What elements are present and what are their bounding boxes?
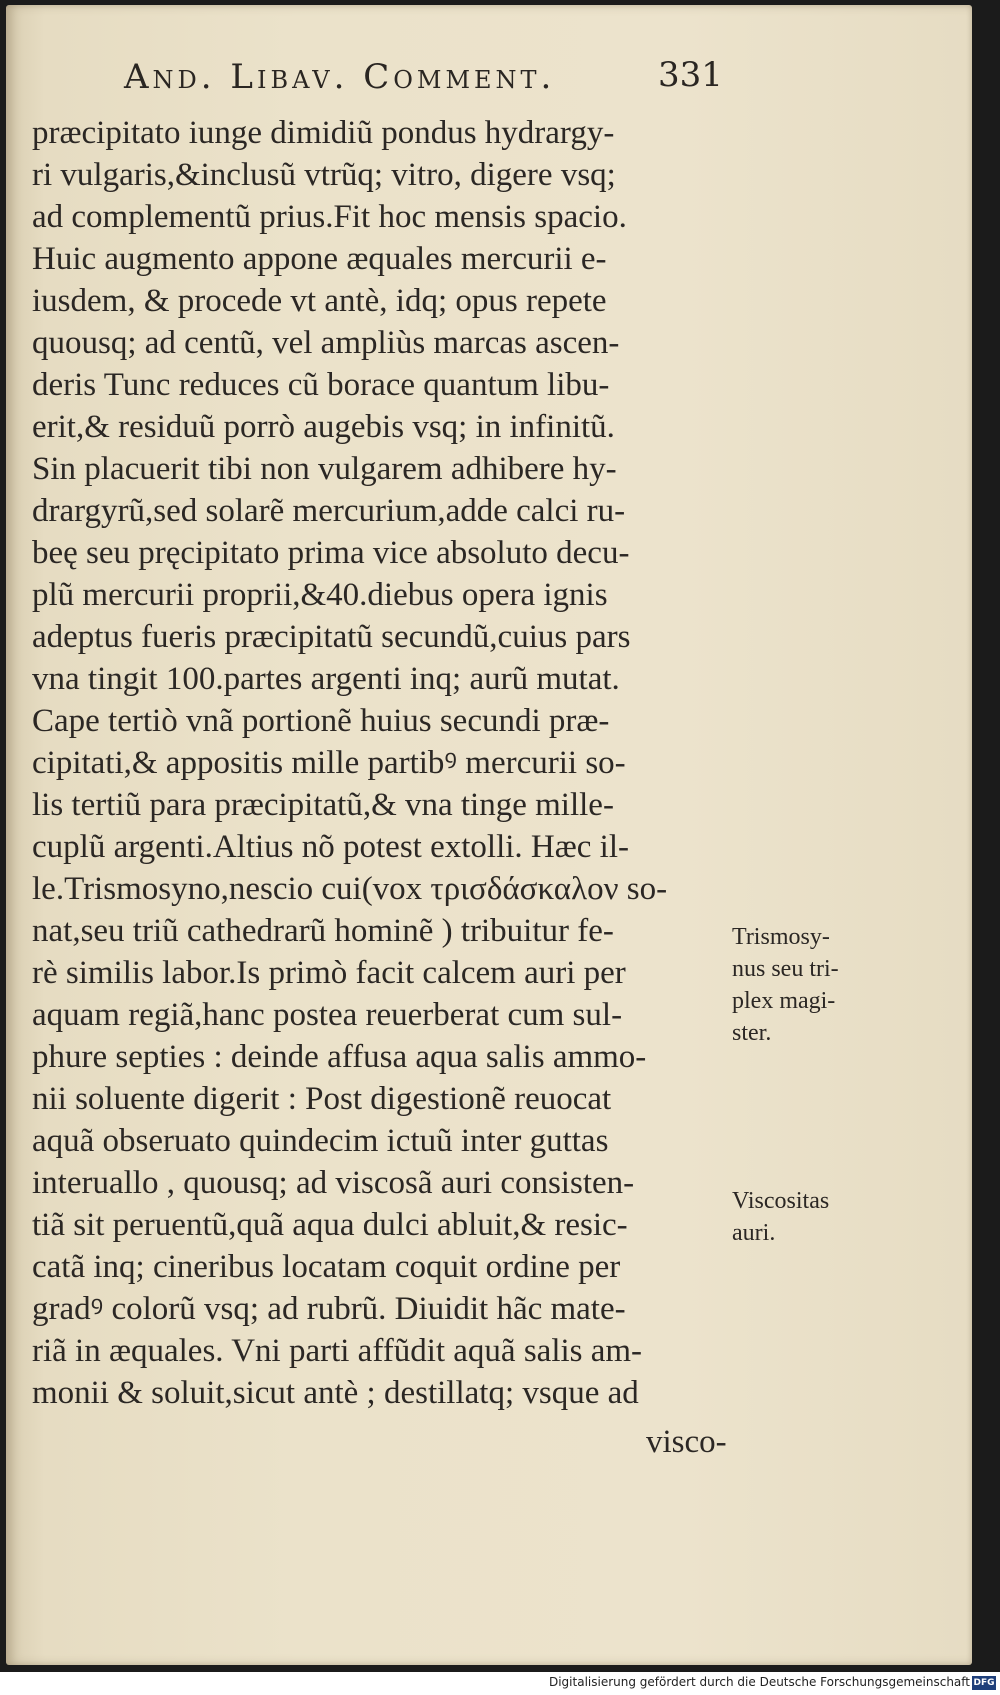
text-line: tiã sit peruentũ,quã aqua dulci abluit,& resic- [32, 1207, 628, 1243]
text-line: riã in æquales. Vni parti affũdit aquã salis am- [32, 1333, 643, 1369]
marginal-note-line: Trismosy- [732, 924, 830, 950]
text-line: ad complementũ prius.Fit hoc mensis spacio. [32, 199, 627, 235]
text-line: Sin placuerit tibi non vulgarem adhibere hy- [32, 451, 617, 487]
text-line: ri vulgaris,&inclusũ vtrũq; vitro, digere vsq; [32, 157, 616, 193]
text-line: phure septies : deinde affusa aqua salis ammo- [32, 1039, 647, 1075]
text-line: quousq; ad centũ, vel ampliùs marcas ascen- [32, 325, 620, 361]
running-head: And. Libav. Comment. [124, 57, 556, 97]
book-page [6, 5, 972, 1665]
catchword: visco- [646, 1424, 727, 1460]
text-line: adeptus fueris præcipitatũ secundũ,cuius pars [32, 619, 631, 655]
text-line: le.Trismosyno,nescio cui(vox τρισδάσκαλον so- [32, 871, 668, 907]
text-line: plũ mercurii proprii,&40.diebus opera ignis [32, 577, 608, 613]
text-line: catã inq; cineribus locatam coquit ordine per [32, 1249, 621, 1285]
funding-credit: Digitalisierung gefördert durch die Deutsche Forschungsgemeinschaft [548, 1675, 970, 1689]
dfg-logo: DFG [973, 1678, 995, 1688]
marginal-note-trismosynus [732, 921, 839, 1049]
text-line: iusdem, & procede vt antè, idq; opus repete [32, 283, 607, 319]
text-line: deris Tunc reduces cũ borace quantum libu- [32, 367, 610, 403]
text-line: cipitati,& appositis mille partibꝰ mercurii so- [32, 745, 626, 781]
text-line: beę seu pręcipitato prima vice absoluto decu- [32, 535, 630, 571]
text-line: lis tertiũ para præcipitatũ,& vna tinge mille- [32, 787, 614, 823]
marginal-note-line: plex magi- [732, 988, 836, 1014]
text-line: aquam regiã,hanc postea reuerberat cum sul- [32, 997, 623, 1033]
page-number: 331 [658, 55, 723, 95]
text-line: nii soluente digerit : Post digestionẽ reuocat [32, 1081, 612, 1117]
marginal-note-line: auri. [732, 1220, 776, 1246]
marginal-note-line: nus seu tri- [732, 956, 839, 982]
text-line: gradꝰ colorũ vsq; ad rubrũ. Diuidit hãc mate- [32, 1291, 626, 1327]
text-line: rè similis labor.Is primò facit calcem auri per [32, 955, 626, 991]
text-line: Cape tertiò vnã portionẽ huius secundi præ- [32, 703, 610, 739]
text-line: vna tingit 100.partes argenti inq; aurũ mutat. [32, 661, 620, 697]
marginal-note-viscositas [732, 1185, 829, 1249]
text-line: interuallo , quousq; ad viscosã auri consisten- [32, 1165, 635, 1201]
text-line: monii & soluit,sicut antè ; destillatq; vsque ad [32, 1375, 639, 1411]
marginal-note-line: Viscositas [732, 1188, 830, 1214]
marginal-note-line: ster. [732, 1020, 772, 1046]
text-line: nat,seu triũ cathedrarũ hominẽ ) tribuitur fe- [32, 913, 614, 949]
footer-bar [0, 1672, 1000, 1695]
text-line: drargyrũ,sed solarẽ mercurium,adde calci ru- [32, 493, 626, 529]
text-line: aquã obseruato quindecim ictuũ inter guttas [32, 1123, 609, 1159]
text-line: præcipitato iunge dimidiũ pondus hydrargy- [32, 115, 615, 151]
text-line: erit,& residuũ porrò augebis vsq; in infinitũ. [32, 409, 615, 445]
body-text [32, 112, 722, 1414]
text-line: Huic augmento appone æquales mercurii e- [32, 241, 607, 277]
text-line: cuplũ argenti.Altius nõ potest extolli. Hæc il- [32, 829, 629, 865]
